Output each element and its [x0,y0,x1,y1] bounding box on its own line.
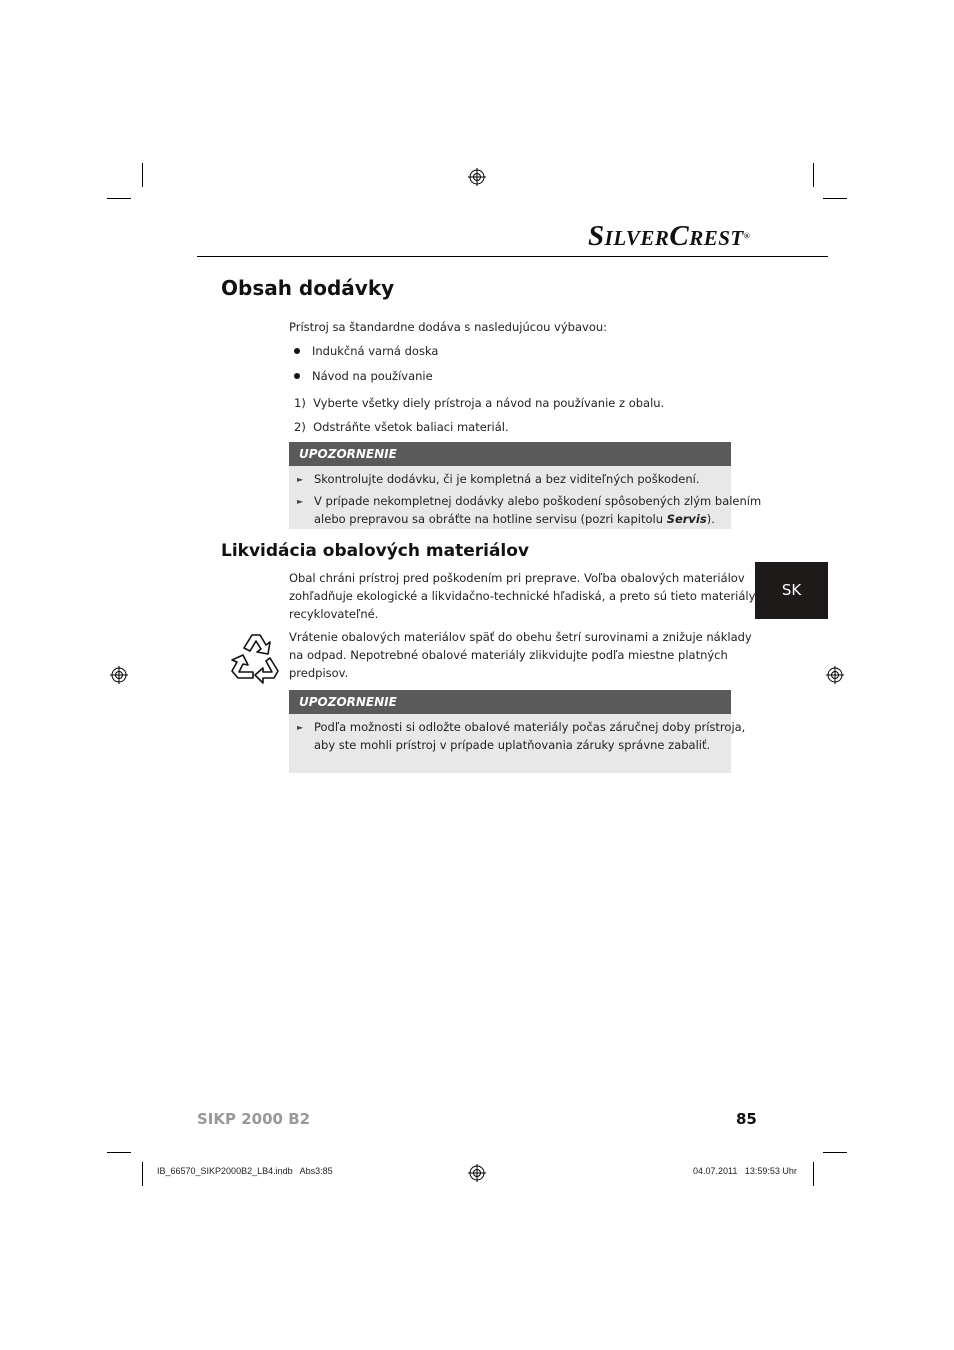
notice-heading: UPOZORNENIE [289,690,731,714]
paragraph-line: Obal chráni prístroj pred poškodením pri preprave. Voľba obalových materiálov [289,571,745,585]
crop-mark [813,163,814,187]
arrow-bullet-icon: ► [297,475,304,484]
intro-text: Prístroj sa štandardne dodáva s nasledujúcou výbavou: [289,320,608,334]
notice-item: Skontrolujte dodávku, či je kompletná a bez viditeľných poškodení. [314,472,700,486]
bullet-icon [294,348,300,354]
brand-letter: C [669,220,690,252]
crop-mark [107,198,131,199]
bullet-icon [294,373,300,379]
slug-right: 04.07.2011 13:59:53 Uhr [693,1166,797,1176]
service-chapter-link: Servis [666,512,707,526]
step-item: 1) Vyberte všetky diely prístroja a návod na používanie z obalu. [294,396,665,410]
brand-logo [588,220,828,252]
notice-box [289,690,746,773]
notice-item-line: V prípade nekompletnej dodávky alebo poškodení spôsobených zlým balením [314,494,762,508]
arrow-bullet-icon: ► [297,497,304,506]
notice-text: ). [706,512,715,526]
page-number: 85 [736,1110,757,1128]
registration-mark-icon [468,168,486,186]
step-item: 2) Odstráňte všetok baliaci materiál. [294,420,509,434]
list-item: Návod na používanie [312,369,433,383]
brand-letters: REST [689,226,744,250]
model-number: SIKP 2000 B2 [197,1110,311,1128]
notice-text: alebo prepravou sa obráťte na hotline servisu (pozri kapitolu [314,512,667,526]
brand-letters: ILVER [604,226,670,250]
crop-mark [823,1152,847,1153]
registered-mark: ® [743,231,751,241]
paragraph-line: recyklovateľné. [289,607,379,621]
recycle-icon [226,630,284,686]
list-item: Indukčná varná doska [312,344,439,358]
arrow-bullet-icon: ► [297,723,304,732]
crop-mark [142,163,143,187]
crop-mark [142,1162,143,1186]
paragraph-line: zohľadňuje ekologické a likvidačno-technické hľadiská, a preto sú tieto materiály [289,589,756,603]
language-tab: SK [755,562,828,619]
registration-mark-icon [110,666,128,684]
crop-mark [823,198,847,199]
notice-item-line [314,510,715,528]
registration-mark-icon [468,1164,486,1182]
paragraph-line: predpisov. [289,666,349,680]
slug-left: IB_66570_SIKP2000B2_LB4.indb Abs3:85 [157,1166,333,1176]
section-title: Likvidácia obalových materiálov [221,541,530,561]
notice-item-line: Podľa možnosti si odložte obalové materiály počas záručnej doby prístroja, [314,720,746,734]
notice-heading: UPOZORNENIE [289,442,731,466]
paragraph-line: na odpad. Nepotrebné obalové materiály zlikvidujte podľa miestne platných [289,648,728,662]
paragraph-line: Vrátenie obalových materiálov späť do obehu šetrí surovinami a znižuje náklady [289,630,752,644]
notice-box [289,442,762,529]
section-title: Obsah dodávky [221,276,395,300]
registration-mark-icon [826,666,844,684]
brand-letter: S [588,220,605,252]
notice-item-line: aby ste mohli prístroj v prípade uplatňovania záruky správne zabaliť. [314,738,711,752]
crop-mark [107,1152,131,1153]
header-rule [197,256,828,257]
crop-mark [813,1162,814,1186]
